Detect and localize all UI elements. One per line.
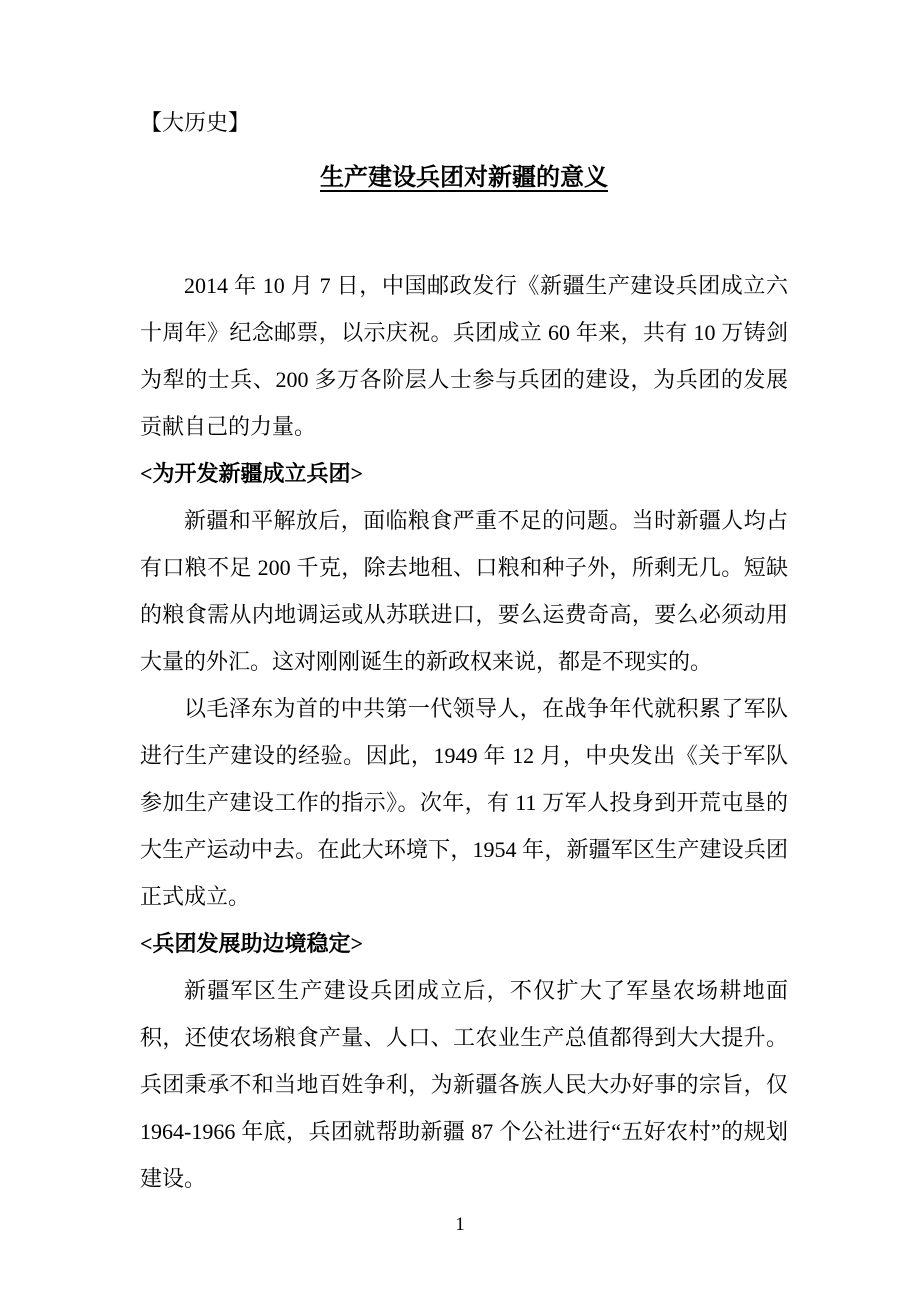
category-tag: 【大历史】 bbox=[140, 110, 251, 135]
body-paragraph: 新疆和平解放后，面临粮食严重不足的问题。当时新疆人均占有口粮不足 200 千克，除去地租、口粮和种子外，所剩无几。短缺的粮食需从内地调运或从苏联进口，要么运费奇高，要么必须动用大量的外汇。这对刚刚诞生的新政权来说，都是不现实的。 bbox=[140, 508, 788, 674]
section-heading-1: <为开发新疆成立兵团> bbox=[140, 461, 364, 486]
document-content bbox=[140, 106, 788, 1202]
document-title-text: 生产建设兵团对新疆的意义 bbox=[320, 165, 608, 191]
body-paragraph: 以毛泽东为首的中共第一代领导人，在战争年代就积累了军队进行生产建设的经验。因此，1949 年 12 月，中央发出《关于军队参加生产建设工作的指示》。次年，有 11 万军人投身到开荒屯垦的大生产运动中去。在此大环境下，1954 年，新疆军区生产建设兵团正式成立。 bbox=[140, 696, 788, 909]
section-heading-2: <兵团发展助边境稳定> bbox=[140, 931, 364, 956]
body-paragraph: 新疆军区生产建设兵团成立后，不仅扩大了军垦农场耕地面积，还使农场粮食产量、人口、工农业生产总值都得到大大提升。兵团秉承不和当地百姓争利，为新疆各族人民大办好事的宗旨，仅 1964-1966 年底，兵团就帮助新疆 87 个公社进行“五好农村”的规划建设。 bbox=[140, 978, 788, 1191]
page-number: 1 bbox=[455, 1214, 465, 1235]
document-title bbox=[140, 158, 788, 198]
intro-paragraph: 2014 年 10 月 7 日，中国邮政发行《新疆生产建设兵团成立六十周年》纪念邮票，以示庆祝。兵团成立 60 年来，共有 10 万铸剑为犁的士兵、200 多万各阶层人士参与兵团的建设，为兵团的发展贡献自己的力量。 bbox=[140, 273, 788, 439]
